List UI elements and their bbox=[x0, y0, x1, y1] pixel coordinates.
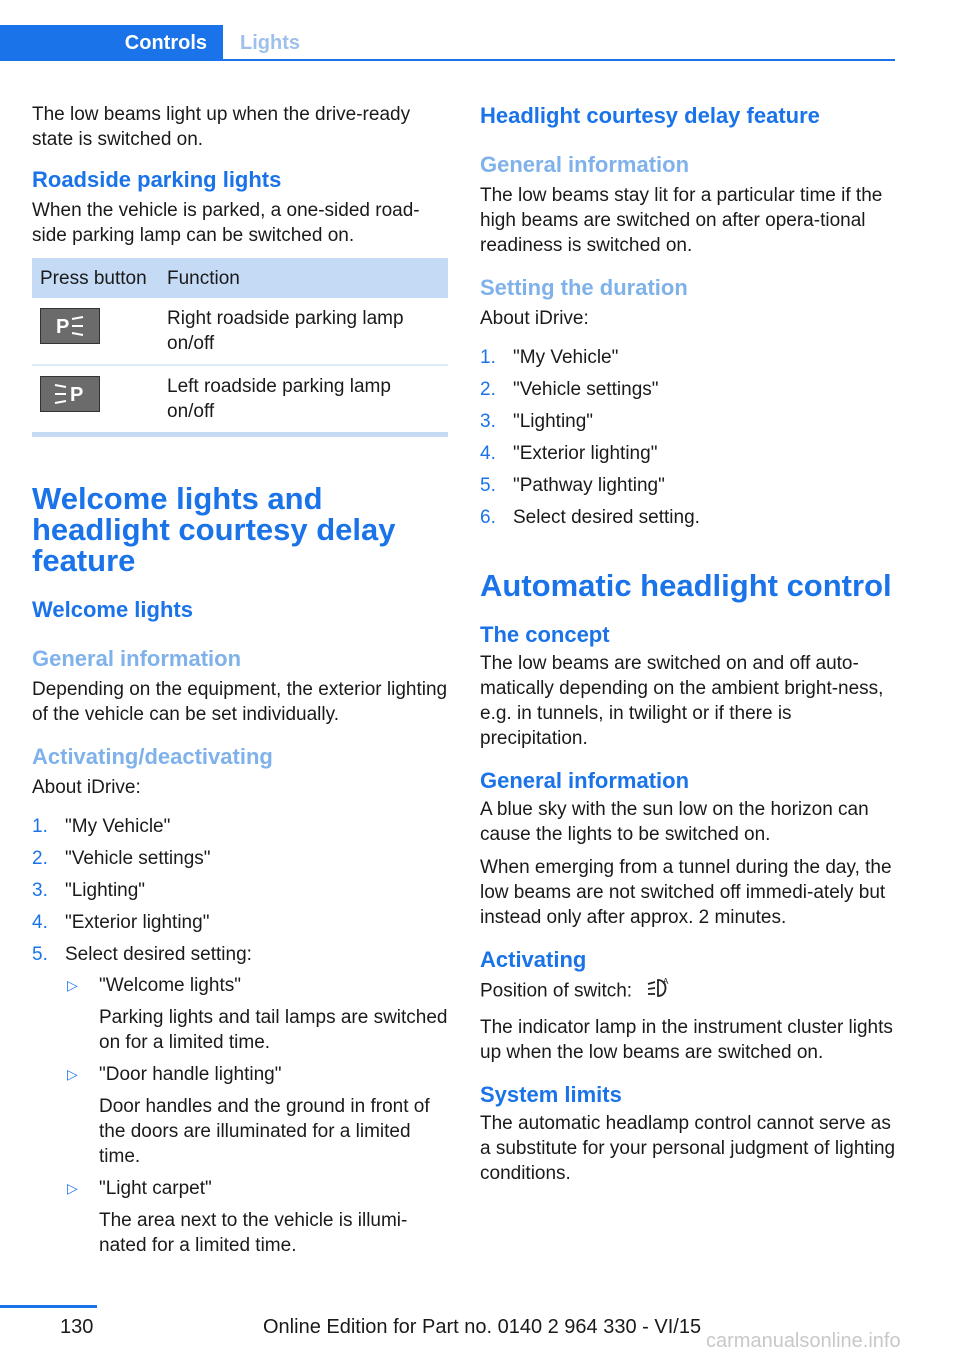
step-text: "Pathway lighting" bbox=[513, 475, 665, 496]
step-text: "Lighting" bbox=[513, 411, 594, 432]
right-column bbox=[480, 102, 896, 1194]
triangle-bullet-icon: ▷ bbox=[67, 1180, 78, 1196]
step-text: "Exterior lighting" bbox=[513, 443, 658, 464]
step-text: Select desired setting: bbox=[65, 944, 252, 965]
option-title: "Welcome lights" bbox=[99, 975, 241, 996]
step-number: 5. bbox=[480, 475, 496, 496]
option-title: "Light carpet" bbox=[99, 1178, 212, 1199]
step-number: 6. bbox=[480, 507, 496, 528]
activating-heading: Activating/deactivating bbox=[32, 744, 273, 769]
header-rule bbox=[0, 59, 895, 61]
step-text: "My Vehicle" bbox=[65, 816, 171, 837]
tab-controls[interactable]: Controls bbox=[0, 25, 223, 61]
concept-heading: The concept bbox=[480, 622, 610, 647]
list-item bbox=[480, 441, 896, 466]
table-cell-function: Right roadside parking lamp on/off bbox=[159, 298, 448, 365]
list-item bbox=[32, 814, 448, 839]
duration-heading: Setting the duration bbox=[480, 275, 688, 300]
auto-headlight-heading: Automatic headlight control bbox=[480, 568, 892, 603]
setting-options-list bbox=[65, 973, 448, 1258]
general-info-text: The low beams stay lit for a particular time if the high beams are switched on after opera-tional readiness is switched on. bbox=[480, 185, 883, 256]
courtesy-heading: Headlight courtesy delay feature bbox=[480, 103, 820, 128]
welcome-section-heading: Welcome lights and headlight courtesy delay feature bbox=[32, 481, 396, 578]
general-info-2-text-2: When emerging from a tunnel during the day, the low beams are not switched off immedi-ately but instead only after approx. 2 minutes. bbox=[480, 857, 892, 928]
automatic-headlight-icon bbox=[646, 976, 672, 1007]
parking-lamp-table bbox=[32, 258, 448, 437]
triangle-bullet-icon: ▷ bbox=[67, 1066, 78, 1082]
svg-text:A: A bbox=[663, 977, 669, 986]
step-number: 4. bbox=[32, 912, 48, 933]
table-header-function: Function bbox=[159, 258, 448, 298]
general-info-2-heading: General information bbox=[480, 768, 690, 793]
list-item bbox=[32, 878, 448, 903]
table-cell-button bbox=[32, 298, 159, 365]
list-item bbox=[65, 1176, 448, 1258]
step-text: Select desired setting. bbox=[513, 507, 700, 528]
option-description: Door handles and the ground in front of the doors are illuminated for a limited time. bbox=[99, 1096, 430, 1167]
edition-text: Online Edition for Part no. 0140 2 964 330 - VI/15 bbox=[263, 1316, 702, 1338]
list-item bbox=[32, 910, 448, 935]
table-row bbox=[32, 298, 448, 365]
table-header-press-button: Press button bbox=[32, 258, 159, 298]
right-parking-lamp-icon bbox=[40, 308, 100, 344]
list-item bbox=[480, 505, 896, 530]
general-info-heading: General information bbox=[480, 152, 690, 177]
about-idrive-text: About iDrive: bbox=[480, 308, 589, 329]
switch-position-label: Position of switch: bbox=[480, 980, 633, 1002]
svg-text:P: P bbox=[70, 384, 84, 406]
step-number: 2. bbox=[32, 848, 48, 869]
footer-rule bbox=[0, 1305, 97, 1308]
watermark: carmanualsonline.info bbox=[706, 1330, 901, 1352]
system-limits-text: The automatic headlamp control cannot serve as a substitute for your personal judgment of lighting conditions. bbox=[480, 1113, 896, 1184]
activating-heading: Activating bbox=[480, 947, 587, 972]
list-item bbox=[480, 345, 896, 370]
list-item bbox=[480, 473, 896, 498]
page-number: 130 bbox=[60, 1316, 94, 1338]
concept-text: The low beams are switched on and off auto-matically depending on the ambient bright-ness, e.g. in tunnels, in twilight or if there is precipitation. bbox=[480, 653, 884, 749]
option-description: The area next to the vehicle is illumi-nated for a limited time. bbox=[99, 1210, 408, 1256]
step-number: 1. bbox=[480, 347, 496, 368]
general-info-2-text-1: A blue sky with the sun low on the horizon can cause the lights to be switched on. bbox=[480, 799, 869, 845]
system-limits-heading: System limits bbox=[480, 1082, 622, 1107]
option-description: Parking lights and tail lamps are switched on for a limited time. bbox=[99, 1007, 448, 1053]
step-text: "My Vehicle" bbox=[513, 347, 619, 368]
step-number: 5. bbox=[32, 944, 48, 965]
step-text: "Vehicle settings" bbox=[65, 848, 211, 869]
list-item bbox=[480, 377, 896, 402]
right-steps-list bbox=[480, 345, 896, 530]
option-title: "Door handle lighting" bbox=[99, 1064, 282, 1085]
left-parking-lamp-icon bbox=[40, 376, 100, 412]
step-number: 3. bbox=[480, 411, 496, 432]
svg-text:P: P bbox=[56, 316, 70, 338]
step-number: 2. bbox=[480, 379, 496, 400]
welcome-lights-heading: Welcome lights bbox=[32, 597, 193, 622]
step-number: 4. bbox=[480, 443, 496, 464]
indicator-text: The indicator lamp in the instrument cluster lights up when the low beams are switched on. bbox=[480, 1017, 893, 1063]
table-cell-button bbox=[32, 365, 159, 435]
general-info-text: Depending on the equipment, the exterior lighting of the vehicle can be set individually. bbox=[32, 679, 448, 725]
roadside-heading: Roadside parking lights bbox=[32, 167, 282, 192]
step-text: "Lighting" bbox=[65, 880, 146, 901]
step-number: 1. bbox=[32, 816, 48, 837]
general-info-heading: General information bbox=[32, 646, 242, 671]
table-row bbox=[32, 365, 448, 435]
step-text: "Exterior lighting" bbox=[65, 912, 210, 933]
page-header bbox=[0, 25, 895, 61]
step-text: "Vehicle settings" bbox=[513, 379, 659, 400]
list-item bbox=[32, 942, 448, 1258]
tab-lights[interactable]: Lights bbox=[240, 31, 300, 54]
about-idrive-text: About iDrive: bbox=[32, 777, 141, 798]
intro-text: The low beams light up when the drive-ready state is switched on. bbox=[32, 104, 411, 150]
list-item bbox=[480, 409, 896, 434]
left-steps-list bbox=[32, 814, 448, 1258]
list-item bbox=[65, 973, 448, 1055]
left-column bbox=[32, 102, 448, 1266]
switch-position-text bbox=[480, 976, 896, 1007]
roadside-text: When the vehicle is parked, a one-sided road-side parking lamp can be switched on. bbox=[32, 200, 420, 246]
list-item bbox=[65, 1062, 448, 1169]
triangle-bullet-icon: ▷ bbox=[67, 977, 78, 993]
list-item bbox=[32, 846, 448, 871]
table-cell-function: Left roadside parking lamp on/off bbox=[159, 365, 448, 435]
step-number: 3. bbox=[32, 880, 48, 901]
